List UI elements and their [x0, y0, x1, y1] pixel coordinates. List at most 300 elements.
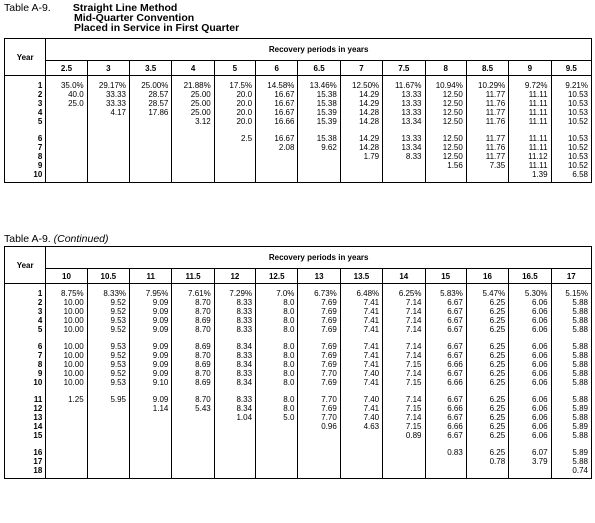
- rate-cell: 6.06: [509, 378, 551, 387]
- rate-cell: 5.88: [551, 298, 591, 307]
- rate-cell: [172, 170, 214, 179]
- year-cell: 5: [5, 325, 46, 334]
- rate-cell: [87, 170, 129, 179]
- rate-cell: 10.00: [46, 342, 87, 351]
- rate-cell: 7.14: [383, 351, 425, 360]
- year-cell: 15: [5, 431, 46, 440]
- rate-cell: 7.69: [298, 298, 340, 307]
- rate-cell: 7.69: [298, 316, 340, 325]
- rate-cell: 7.95%: [130, 284, 172, 299]
- table1-group-header: Recovery periods in years: [46, 39, 592, 61]
- rate-cell: [87, 134, 129, 143]
- year-cell: 7: [5, 143, 46, 152]
- rate-cell: 7.14: [383, 316, 425, 325]
- rate-cell: 5.89: [551, 404, 591, 413]
- rate-cell: 0.89: [383, 431, 425, 440]
- rate-cell: 5.88: [551, 395, 591, 404]
- rate-cell: 9.09: [130, 316, 172, 325]
- rate-cell: 29.17%: [87, 76, 129, 91]
- rate-cell: 28.57: [130, 99, 172, 108]
- rate-cell: [172, 161, 214, 170]
- rate-cell: [340, 431, 382, 440]
- rate-cell: 11.11: [509, 90, 551, 99]
- rate-cell: 8.0: [256, 316, 298, 325]
- group-spacer: [5, 387, 592, 395]
- rate-cell: 7.69: [298, 378, 340, 387]
- rate-cell: 6.06: [509, 422, 551, 431]
- rate-cell: 12.50: [425, 99, 466, 108]
- rate-cell: [340, 457, 382, 466]
- rate-cell: [130, 466, 172, 475]
- rate-cell: [130, 448, 172, 457]
- rate-cell: 11.12: [509, 152, 551, 161]
- rate-cell: 3.79: [509, 457, 551, 466]
- period-header: 13.5: [340, 269, 382, 284]
- rate-cell: 7.14: [383, 325, 425, 334]
- rate-cell: 16.67: [256, 134, 298, 143]
- rate-cell: [46, 457, 87, 466]
- rate-cell: [87, 117, 129, 126]
- rate-cell: 6.67: [425, 351, 466, 360]
- rate-cell: [214, 422, 255, 431]
- rate-cell: 5.88: [551, 325, 591, 334]
- rate-cell: 8.33: [214, 395, 255, 404]
- rate-cell: [130, 457, 172, 466]
- table-row: [5, 448, 592, 457]
- period-header: 6.5: [298, 61, 340, 76]
- rate-cell: [87, 422, 129, 431]
- rate-cell: 13.34: [383, 143, 425, 152]
- rate-cell: 12.50: [425, 108, 466, 117]
- table2-label: Table A-9.: [4, 233, 51, 245]
- rate-cell: 11.77: [466, 108, 508, 117]
- year-cell: 1: [5, 284, 46, 299]
- rate-cell: 8.34: [214, 342, 255, 351]
- rate-cell: 7.40: [340, 395, 382, 404]
- rate-cell: 7.41: [340, 351, 382, 360]
- rate-cell: [256, 466, 298, 475]
- rate-cell: 1.79: [340, 152, 382, 161]
- rate-cell: 6.66: [425, 378, 466, 387]
- year-cell: 4: [5, 108, 46, 117]
- rate-cell: 9.53: [87, 378, 129, 387]
- rate-cell: 40.0: [46, 90, 87, 99]
- rate-cell: [214, 143, 255, 152]
- rate-cell: 9.09: [130, 325, 172, 334]
- rate-cell: 14.28: [340, 117, 382, 126]
- rate-cell: 7.41: [340, 342, 382, 351]
- table-row: [5, 369, 592, 378]
- rate-cell: 8.70: [172, 325, 214, 334]
- rate-cell: 7.40: [340, 369, 382, 378]
- rate-cell: 8.69: [172, 360, 214, 369]
- rate-cell: 9.53: [87, 342, 129, 351]
- rate-cell: 6.25%: [383, 284, 425, 299]
- rate-cell: 11.76: [466, 117, 508, 126]
- rate-cell: 8.34: [214, 404, 255, 413]
- rate-cell: 8.33: [214, 316, 255, 325]
- rate-cell: [46, 152, 87, 161]
- rate-cell: 6.25: [466, 378, 508, 387]
- table-row: [5, 152, 592, 161]
- rate-cell: 0.83: [425, 448, 466, 457]
- rate-cell: 7.69: [298, 360, 340, 369]
- rate-cell: 10.00: [46, 298, 87, 307]
- rate-cell: [87, 466, 129, 475]
- rate-cell: [46, 108, 87, 117]
- rate-cell: [256, 170, 298, 179]
- rate-cell: 15.38: [298, 90, 340, 99]
- rate-cell: 6.67: [425, 395, 466, 404]
- rate-cell: 8.0: [256, 351, 298, 360]
- rate-cell: [214, 448, 255, 457]
- period-header: 3.5: [130, 61, 172, 76]
- rate-cell: [46, 134, 87, 143]
- rate-cell: 8.0: [256, 404, 298, 413]
- period-header: 13: [298, 269, 340, 284]
- rate-cell: 10.52: [551, 143, 591, 152]
- rate-cell: 12.50: [425, 134, 466, 143]
- rate-cell: 6.67: [425, 413, 466, 422]
- year-cell: 7: [5, 351, 46, 360]
- rate-cell: 7.70: [298, 395, 340, 404]
- rate-cell: 9.09: [130, 342, 172, 351]
- rate-cell: 6.25: [466, 404, 508, 413]
- period-header: 10.5: [87, 269, 129, 284]
- rate-cell: [46, 448, 87, 457]
- rate-cell: 6.06: [509, 342, 551, 351]
- rate-cell: 6.25: [466, 448, 508, 457]
- rate-cell: 25.00: [172, 90, 214, 99]
- rate-cell: [256, 457, 298, 466]
- rate-cell: 1.04: [214, 413, 255, 422]
- rate-cell: 5.0: [256, 413, 298, 422]
- period-header: 3: [87, 61, 129, 76]
- table-row: [5, 360, 592, 369]
- rate-cell: 9.52: [87, 369, 129, 378]
- rate-cell: [298, 457, 340, 466]
- rate-cell: 1.56: [425, 161, 466, 170]
- rate-cell: 8.0: [256, 298, 298, 307]
- rate-cell: [130, 431, 172, 440]
- rate-cell: 15.38: [298, 134, 340, 143]
- rate-cell: 6.25: [466, 395, 508, 404]
- rate-cell: 7.41: [340, 378, 382, 387]
- rate-cell: [298, 152, 340, 161]
- rate-cell: 5.83%: [425, 284, 466, 299]
- rate-cell: 10.00: [46, 316, 87, 325]
- rate-cell: [46, 422, 87, 431]
- rate-cell: 7.0%: [256, 284, 298, 299]
- year-cell: 2: [5, 90, 46, 99]
- rate-cell: [87, 143, 129, 152]
- rate-cell: 8.33: [214, 369, 255, 378]
- year-cell: 12: [5, 404, 46, 413]
- rate-cell: [87, 161, 129, 170]
- rate-cell: [340, 161, 382, 170]
- rate-cell: 11.11: [509, 134, 551, 143]
- rate-cell: 6.06: [509, 298, 551, 307]
- rate-cell: 16.66: [256, 117, 298, 126]
- year-cell: 1: [5, 76, 46, 91]
- rate-cell: 12.50%: [340, 76, 382, 91]
- period-header: 16: [466, 269, 508, 284]
- rate-cell: 7.14: [383, 369, 425, 378]
- rate-cell: 9.09: [130, 360, 172, 369]
- rate-cell: [509, 466, 551, 475]
- rate-cell: [46, 404, 87, 413]
- rate-cell: 8.0: [256, 378, 298, 387]
- rate-cell: 6.66: [425, 422, 466, 431]
- rate-cell: [298, 448, 340, 457]
- rate-cell: 8.0: [256, 395, 298, 404]
- rate-cell: 3.12: [172, 117, 214, 126]
- rate-cell: 7.29%: [214, 284, 255, 299]
- rate-cell: 16.67: [256, 99, 298, 108]
- rate-cell: 6.58: [551, 170, 591, 179]
- table-row: [5, 117, 592, 126]
- rate-cell: [256, 448, 298, 457]
- rate-cell: 8.70: [172, 369, 214, 378]
- rate-cell: 2.08: [256, 143, 298, 152]
- rate-cell: [172, 466, 214, 475]
- rate-cell: 16.67: [256, 108, 298, 117]
- table-row: [5, 457, 592, 466]
- rate-cell: 6.25: [466, 307, 508, 316]
- table-row: [5, 404, 592, 413]
- rate-cell: 33.33: [87, 90, 129, 99]
- rate-cell: [130, 117, 172, 126]
- table-row: [5, 134, 592, 143]
- rate-cell: 6.25: [466, 298, 508, 307]
- rate-cell: 20.0: [214, 99, 255, 108]
- period-header: 12.5: [256, 269, 298, 284]
- rate-cell: 7.35: [466, 161, 508, 170]
- rate-cell: [214, 457, 255, 466]
- rate-cell: 9.52: [87, 325, 129, 334]
- rate-cell: 8.33: [214, 351, 255, 360]
- rate-cell: 9.10: [130, 378, 172, 387]
- rate-cell: 6.06: [509, 351, 551, 360]
- table-row: [5, 378, 592, 387]
- rate-cell: 14.58%: [256, 76, 298, 91]
- rate-cell: 8.70: [172, 351, 214, 360]
- rate-cell: [383, 466, 425, 475]
- rate-cell: [172, 413, 214, 422]
- rate-cell: [46, 117, 87, 126]
- rate-cell: 25.00: [172, 108, 214, 117]
- bottom-spacer: [5, 179, 592, 183]
- rate-cell: 11.77: [466, 152, 508, 161]
- rate-cell: 16.67: [256, 90, 298, 99]
- rate-cell: 5.47%: [466, 284, 508, 299]
- rate-cell: 11.76: [466, 99, 508, 108]
- year-cell: 13: [5, 413, 46, 422]
- year-cell: 18: [5, 466, 46, 475]
- rate-cell: 10.52: [551, 161, 591, 170]
- rate-cell: [256, 431, 298, 440]
- rate-cell: 9.09: [130, 351, 172, 360]
- rate-cell: 9.09: [130, 307, 172, 316]
- rate-cell: 9.52: [87, 307, 129, 316]
- group-spacer: [5, 126, 592, 134]
- table1-title-line-1: Straight Line Method: [72, 2, 178, 14]
- rate-cell: 1.14: [130, 404, 172, 413]
- rate-cell: 10.53: [551, 134, 591, 143]
- rate-cell: [130, 134, 172, 143]
- rate-cell: 8.33: [214, 307, 255, 316]
- rate-cell: 7.14: [383, 395, 425, 404]
- rate-cell: 12.50: [425, 143, 466, 152]
- year-cell: 9: [5, 161, 46, 170]
- rate-cell: 10.00: [46, 307, 87, 316]
- table-row: [5, 395, 592, 404]
- rate-cell: 7.15: [383, 360, 425, 369]
- year-cell: 10: [5, 378, 46, 387]
- rate-cell: 8.75%: [46, 284, 87, 299]
- rate-cell: 8.34: [214, 360, 255, 369]
- rate-cell: 8.70: [172, 395, 214, 404]
- rate-cell: 7.69: [298, 307, 340, 316]
- rate-cell: 25.00%: [130, 76, 172, 91]
- rate-cell: 14.28: [340, 108, 382, 117]
- rate-cell: 7.41: [340, 325, 382, 334]
- rate-cell: 8.69: [172, 316, 214, 325]
- rate-cell: [172, 448, 214, 457]
- rate-cell: 7.69: [298, 351, 340, 360]
- rate-cell: 9.53: [87, 316, 129, 325]
- rate-cell: [172, 143, 214, 152]
- rate-cell: 6.25: [466, 422, 508, 431]
- rate-cell: 6.48%: [340, 284, 382, 299]
- period-header: 15: [425, 269, 466, 284]
- rate-cell: [46, 170, 87, 179]
- year-cell: 3: [5, 99, 46, 108]
- rate-cell: 10.53: [551, 108, 591, 117]
- rate-cell: 12.50: [425, 90, 466, 99]
- period-header: 12: [214, 269, 255, 284]
- rate-cell: 17.5%: [214, 76, 255, 91]
- year-cell: 11: [5, 395, 46, 404]
- table-row: [5, 342, 592, 351]
- year-cell: 4: [5, 316, 46, 325]
- year-cell: 14: [5, 422, 46, 431]
- rate-cell: 5.88: [551, 316, 591, 325]
- rate-cell: 8.70: [172, 298, 214, 307]
- rate-cell: 6.25: [466, 413, 508, 422]
- rate-cell: [340, 466, 382, 475]
- period-header: 16.5: [509, 269, 551, 284]
- rate-cell: 10.53: [551, 90, 591, 99]
- period-header: 4: [172, 61, 214, 76]
- rate-cell: 7.14: [383, 307, 425, 316]
- period-header: 17: [551, 269, 591, 284]
- rate-cell: 11.67%: [383, 76, 425, 91]
- rate-cell: 10.00: [46, 360, 87, 369]
- rate-cell: 7.14: [383, 413, 425, 422]
- table-row: [5, 99, 592, 108]
- rate-cell: [87, 457, 129, 466]
- rate-cell: [214, 466, 255, 475]
- rate-cell: [130, 413, 172, 422]
- rate-cell: 6.67: [425, 325, 466, 334]
- rate-cell: [87, 448, 129, 457]
- rate-cell: 6.67: [425, 307, 466, 316]
- rate-cell: 1.39: [509, 170, 551, 179]
- rate-cell: [214, 431, 255, 440]
- rate-cell: 9.09: [130, 369, 172, 378]
- rate-cell: 7.41: [340, 360, 382, 369]
- rate-cell: 10.53: [551, 152, 591, 161]
- rate-cell: 7.41: [340, 316, 382, 325]
- rate-cell: 7.69: [298, 325, 340, 334]
- rate-cell: 5.95: [87, 395, 129, 404]
- rate-cell: 8.33: [383, 152, 425, 161]
- period-header: 2.5: [46, 61, 87, 76]
- rate-cell: 6.25: [466, 342, 508, 351]
- rate-cell: 5.88: [551, 457, 591, 466]
- rate-cell: 9.52: [87, 351, 129, 360]
- year-cell: 8: [5, 152, 46, 161]
- rate-cell: [383, 170, 425, 179]
- rate-cell: [214, 170, 255, 179]
- rate-cell: 2.5: [214, 134, 255, 143]
- table-row: [5, 284, 592, 299]
- rate-cell: 6.25: [466, 431, 508, 440]
- table-row: [5, 325, 592, 334]
- rate-cell: 9.09: [130, 395, 172, 404]
- rate-cell: 7.69: [298, 342, 340, 351]
- rate-cell: [87, 431, 129, 440]
- year-cell: 16: [5, 448, 46, 457]
- rate-cell: 9.09: [130, 298, 172, 307]
- period-header: 8.5: [466, 61, 508, 76]
- year-cell: 5: [5, 117, 46, 126]
- rate-cell: [46, 413, 87, 422]
- rate-cell: [256, 152, 298, 161]
- rate-cell: [298, 161, 340, 170]
- rate-cell: 6.67: [425, 431, 466, 440]
- year-cell: 10: [5, 170, 46, 179]
- rate-cell: [172, 431, 214, 440]
- rate-cell: 5.89: [551, 448, 591, 457]
- rate-cell: 6.25: [466, 360, 508, 369]
- rate-cell: 6.06: [509, 413, 551, 422]
- table-row: [5, 170, 592, 179]
- rate-cell: 6.06: [509, 395, 551, 404]
- rate-cell: 8.69: [172, 342, 214, 351]
- rate-cell: 4.63: [340, 422, 382, 431]
- rate-cell: 7.15: [383, 422, 425, 431]
- rate-cell: 9.53: [87, 360, 129, 369]
- table-row: [5, 143, 592, 152]
- rate-cell: 13.34: [383, 117, 425, 126]
- table2-caption: [4, 233, 109, 245]
- period-header: 6: [256, 61, 298, 76]
- rate-cell: 11.11: [509, 117, 551, 126]
- rate-cell: 7.15: [383, 378, 425, 387]
- table-row: [5, 90, 592, 99]
- rate-cell: 7.14: [383, 342, 425, 351]
- period-header: 14: [383, 269, 425, 284]
- rate-cell: 11.11: [509, 108, 551, 117]
- table-row: [5, 431, 592, 440]
- rate-cell: 6.06: [509, 404, 551, 413]
- rate-cell: 6.06: [509, 307, 551, 316]
- rate-cell: 6.06: [509, 360, 551, 369]
- table-row: [5, 307, 592, 316]
- rate-cell: 9.52: [87, 298, 129, 307]
